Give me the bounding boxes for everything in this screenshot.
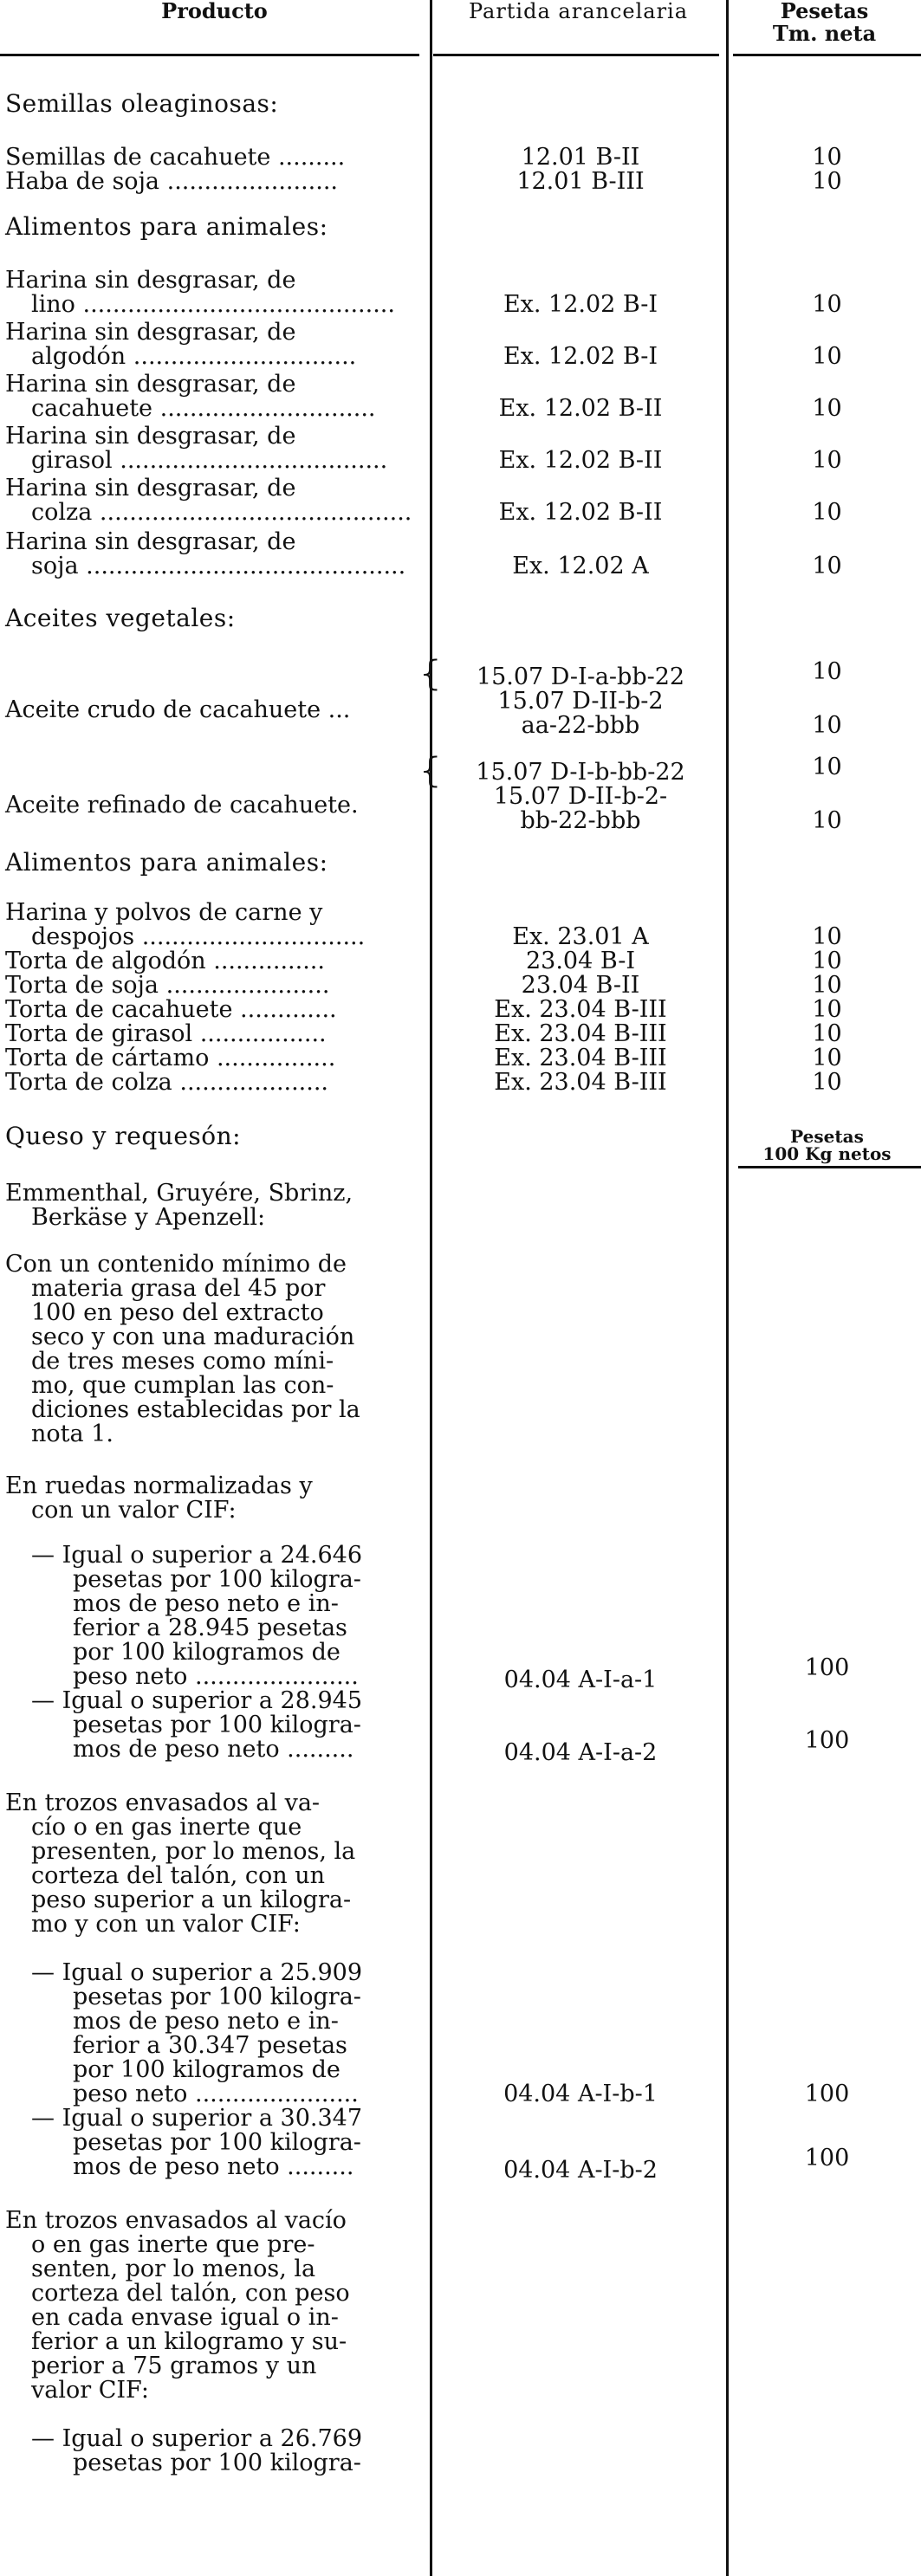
row-product-cont: algodón .............................. [31,343,357,370]
cheese-b1-line: — Igual o superior a 25.909 [31,1959,363,1986]
row-partida: 12.01 B-II [521,144,640,171]
feed-product: Torta de soja ...................... [5,972,330,999]
row-product: Harina sin desgrasar, de [5,319,296,346]
cheese-pieces-intro: En trozos envasados al va- [5,1790,321,1816]
header-rule-product [0,54,419,56]
cheese-w1-line: pesetas por 100 kilogra- [73,1566,361,1593]
feed-partida: Ex. 23.01 A [512,923,649,950]
section-title-animal-feed-2: Alimentos para animales: [5,848,328,877]
row-product: Harina sin desgrasar, de [5,475,296,502]
cheese-unit-rule [738,1166,921,1168]
row-value: 10 [812,291,842,318]
cheese-pieces2-intro: o en gas inerte que pre- [31,2231,315,2258]
row-product: Harina sin desgrasar, de [5,528,296,555]
row-value: 10 [812,553,842,579]
row-product: Harina sin desgrasar, de [5,267,296,294]
row-product-cont: soja ........................................... [31,553,406,579]
feed-value: 10 [812,972,842,999]
cheese-condition-line: seco y con una maduración [31,1324,355,1350]
cheese-b2-partida: 04.04 A-I-b-2 [503,2157,658,2184]
row-partida: 12.01 B-III [516,168,645,195]
oil-value: 10 [812,807,842,834]
feed-product: Harina y polvos de carne y [5,899,323,926]
cheese-b2-line: pesetas por 100 kilogra- [73,2129,361,2156]
cheese-condition-line: materia grasa del 45 por [31,1275,326,1302]
cheese-condition-line: mo, que cumplan las con- [31,1372,334,1399]
feed-partida: Ex. 23.04 B-III [494,1069,667,1096]
cheese-condition-line: de tres meses como míni- [31,1348,334,1375]
section-title-animal-feed: Alimentos para animales: [5,212,328,241]
cheese-b1-value: 100 [804,2081,850,2107]
feed-value: 10 [812,1045,842,1071]
oil-partida-cont: bb-22-bbb [520,807,641,834]
cheese-unit-header [733,1128,921,1162]
row-partida: Ex. 12.02 B-I [503,343,658,370]
feed-partida: 23.04 B-I [525,948,635,974]
oil-value: 10 [812,712,842,739]
oil-product: Aceite refinado de cacahuete. [5,792,359,819]
feed-product: Torta de algodón ............... [5,948,325,974]
feed-value: 10 [812,1069,842,1096]
cheese-pieces2-intro: valor CIF: [31,2377,149,2404]
cheese-w1-line: ferior a 28.945 pesetas [73,1615,347,1641]
feed-product: Torta de cártamo ................ [5,1045,336,1071]
cheese-unit-label-2: 100 Kg netos [762,1143,892,1164]
feed-product: Torta de colza .................... [5,1069,329,1096]
feed-partida: Ex. 23.04 B-III [494,1020,667,1047]
header-product: Producto [161,0,268,23]
header-pesetas-label: Pesetas [780,0,869,23]
oil-partida: 15.07 D-II-b-2 [497,688,664,715]
oil-partida: 15.07 D-I-b-bb-22 [476,759,685,786]
row-partida: Ex. 12.02 B-II [498,499,663,526]
cheese-pieces2-intro: en cada envase igual o in- [31,2304,339,2331]
section-title-vegetable-oils: Aceites vegetales: [5,604,236,632]
header-partida: Partida arancelaria [468,0,689,23]
feed-value: 10 [812,1020,842,1047]
cheese-w2-line: pesetas por 100 kilogra- [73,1712,361,1738]
row-product-cont: lino .......................................... [31,291,395,318]
header-pesetas [728,0,921,45]
cheese-w1-partida: 04.04 A-I-a-1 [503,1667,658,1693]
feed-value: 10 [812,948,842,974]
cheese-b2-value: 100 [804,2145,850,2171]
header-unit-label: Tm. neta [772,21,877,46]
cheese-w2-line: — Igual o superior a 28.945 [31,1687,363,1714]
feed-value: 10 [812,996,842,1023]
cheese-wheels-intro: con un valor CIF: [31,1497,237,1524]
cheese-pieces-intro: mo y con un valor CIF: [31,1911,301,1938]
row-partida: Ex. 12.02 B-II [498,395,663,422]
cheese-wheels-intro: En ruedas normalizadas y [5,1472,313,1499]
cheese-pieces-intro: cío o en gas inerte que [31,1814,302,1841]
feed-product: Torta de girasol ................. [5,1020,327,1047]
row-value: 10 [812,447,842,474]
row-value: 10 [812,395,842,422]
feed-partida: Ex. 23.04 B-III [494,996,667,1023]
oil-product: Aceite crudo de cacahuete ... [5,696,351,723]
cheese-pieces-intro: presenten, por lo menos, la [31,1838,356,1865]
section-title-oilseeds: Semillas oleaginosas: [5,89,279,118]
cheese-b1-line: mos de peso neto e in- [73,2008,339,2035]
cheese-pieces2-intro: En trozos envasados al vacío [5,2207,347,2234]
oil-partida: 15.07 D-II-b-2- [493,783,668,810]
cheese-varieties-line: Berkäse y Apenzell: [31,1204,266,1231]
row-value: 10 [812,144,842,171]
cheese-b1-line: peso neto ...................... [73,2081,359,2107]
cheese-condition-line: Con un contenido mínimo de [5,1251,347,1278]
cheese-b1-line: ferior a 30.347 pesetas [73,2032,347,2059]
header-rule-partida [433,54,719,56]
cheese-c1-line: pesetas por 100 kilogra- [73,2450,361,2476]
row-partida: Ex. 12.02 B-II [498,447,663,474]
cheese-w1-line: peso neto ...................... [73,1663,359,1690]
cheese-unit-label-1: Pesetas [790,1126,864,1147]
cheese-w1-line: mos de peso neto e in- [73,1590,339,1617]
row-product-cont: girasol .................................... [31,447,388,474]
cheese-w1-value: 100 [804,1654,850,1681]
row-product-cont: colza .......................................... [31,499,412,526]
brace-icon: { [419,751,442,791]
cheese-w1-line: — Igual o superior a 24.646 [31,1542,363,1569]
cheese-pieces-intro: corteza del talón, con un [31,1862,326,1889]
feed-value: 10 [812,923,842,950]
cheese-varieties-line: Emmenthal, Gruyére, Sbrinz, [5,1180,353,1207]
row-product-cont: cacahuete ............................. [31,395,376,422]
cheese-w1-line: por 100 kilogramos de [73,1639,341,1666]
cheese-b1-line: por 100 kilogramos de [73,2056,341,2083]
row-value: 10 [812,343,842,370]
cheese-pieces2-intro: perior a 75 gramos y un [31,2353,317,2379]
cheese-w2-line: mos de peso neto ......... [73,1736,354,1763]
feed-partida: Ex. 23.04 B-III [494,1045,667,1071]
feed-product-cont: despojos .............................. [31,923,366,950]
brace-icon: { [419,654,442,694]
cheese-b2-line: — Igual o superior a 30.347 [31,2105,363,2132]
cheese-pieces2-intro: corteza del talón, con peso [31,2280,350,2307]
row-product: Harina sin desgrasar, de [5,423,296,450]
column-divider-2 [726,0,729,2576]
section-title-cheese: Queso y requesón: [5,1122,242,1150]
cheese-b1-partida: 04.04 A-I-b-1 [503,2081,658,2107]
row-value: 10 [812,499,842,526]
cheese-w2-partida: 04.04 A-I-a-2 [503,1739,658,1766]
row-value: 10 [812,168,842,195]
feed-product: Torta de cacahuete ............. [5,996,337,1023]
oil-partida-cont: aa-22-bbb [521,712,640,739]
cheese-pieces-intro: peso superior a un kilogra- [31,1887,352,1913]
row-partida: Ex. 12.02 A [512,553,649,579]
row-product: Harina sin desgrasar, de [5,371,296,398]
cheese-w2-value: 100 [804,1727,850,1754]
cheese-c1-line: — Igual o superior a 26.769 [31,2425,363,2452]
cheese-pieces2-intro: senten, por lo menos, la [31,2256,316,2282]
cheese-condition-line: nota 1. [31,1421,114,1447]
row-product: Semillas de cacahuete ......... [5,144,346,171]
oil-value: 10 [812,658,842,685]
oil-partida: 15.07 D-I-a-bb-22 [476,663,685,690]
row-partida: Ex. 12.02 B-I [503,291,658,318]
row-product: Haba de soja ....................... [5,168,339,195]
header-rule-pesetas [733,54,921,56]
cheese-b2-line: mos de peso neto ......... [73,2153,354,2180]
cheese-b1-line: pesetas por 100 kilogra- [73,1984,361,2010]
oil-value: 10 [812,754,842,780]
cheese-condition-line: diciones establecidas por la [31,1396,360,1423]
feed-partida: 23.04 B-II [521,972,640,999]
cheese-condition-line: 100 en peso del extracto [31,1299,324,1326]
cheese-pieces2-intro: ferior a un kilogramo y su- [31,2328,347,2355]
